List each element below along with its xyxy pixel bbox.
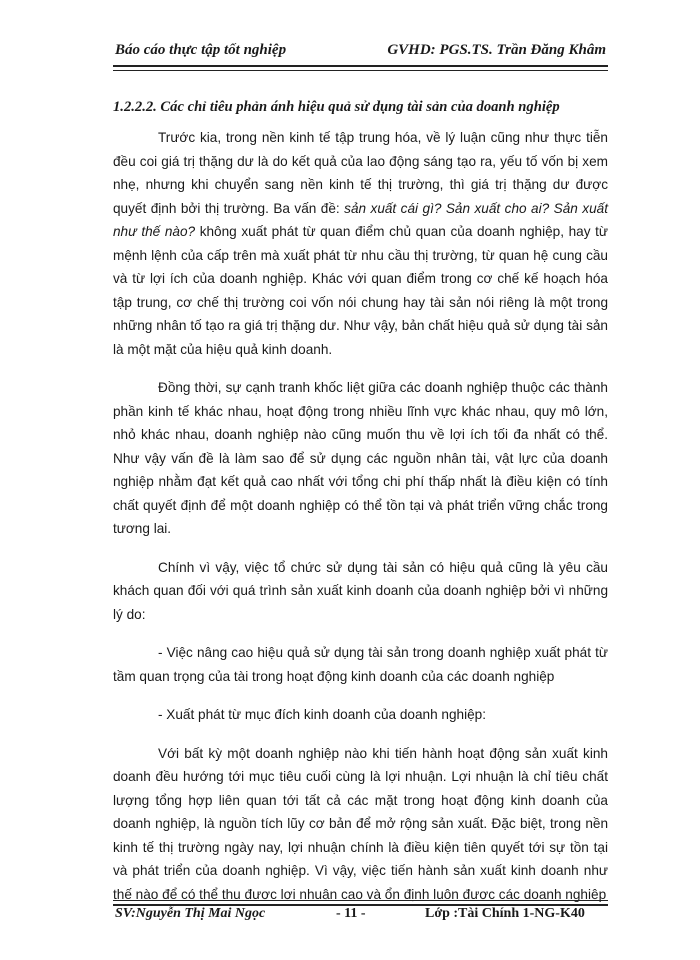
header-report-title: Báo cáo thực tập tốt nghiệp bbox=[115, 42, 287, 58]
footer-class: Lớp :Tài Chính 1-NG-K40 bbox=[425, 906, 585, 921]
page-footer bbox=[113, 902, 608, 926]
paragraph-1 bbox=[113, 126, 608, 361]
paragraph-1-text-a: Trước kia, trong nền kinh tế tập trung hóa, về lý luận cũng như thực tiễn đều coi giá trị thặng dư là do kết quả của lao động sáng tạo ra, yếu tố vốn bị xem nhẹ, nhưng khi chuyển sang nền kinh tế thị trường, thì giá trị thặng dư được quyết định bởi thị trường. Ba vấn đề: bbox=[113, 130, 608, 216]
footer-rule-thin bbox=[113, 900, 608, 901]
paragraph-4: - Việc nâng cao hiệu quả sử dụng tài sản trong doanh nghiệp xuất phát từ tầm quan trọng của tài trong hoạt động kinh doanh của các doanh nghiệp bbox=[113, 645, 608, 684]
page-body bbox=[113, 96, 608, 906]
footer-page-number: - 11 - bbox=[336, 906, 366, 921]
paragraph-6: Với bất kỳ một doanh nghiệp nào khi tiến hành hoạt động sản xuất kinh doanh đều hướng tới mục tiêu cuối cùng là lợi nhuận. Lợi nhuận là chỉ tiêu chất lượng tổng hợp liên quan tới tất cả các mặt trong hoạt động kinh doanh của doanh nghiệp, là nguồn tích lũy cơ bản để mở rộng sản xuất. Đặc biệt, trong nền kinh tế thị trường ngày nay, lợi nhuận chính là điều kiện tiên quyết tới sự tồn tại và phát triển của doanh nghiệp. Vì vậy, việc tiến hành sản xuất kinh doanh như thế nào để có thể thu được lợi nhuận cao và ổn định luôn được các doanh nghiệp bbox=[113, 745, 608, 902]
section-heading: 1.2.2.2. Các chỉ tiêu phản ánh hiệu quả sử dụng tài sản của doanh nghiệp bbox=[113, 99, 560, 115]
header-advisor: GVHD: PGS.TS. Trần Đăng Khâm bbox=[387, 42, 606, 58]
header-rule-thin bbox=[113, 70, 608, 71]
paragraph-2: Đồng thời, sự cạnh tranh khốc liệt giữa các doanh nghiệp thuộc các thành phần kinh tế khác nhau, hoạt động trong nhiều lĩnh vực khác nhau, quy mô lớn, nhỏ khác nhau, doanh nghiệp nào cũng muốn thu về lợi ích tối đa nhất có thể. Như vậy vấn đề là làm sao để sử dụng các nguồn nhân tài, vật lực của doanh nghiệp nhằm đạt kết quả cao nhất với tổng chi phí thấp nhất là điều kiện có tính chất quyết định để một doanh nghiệp có thể tồn tại và phát triển vững chắc trong tương lai. bbox=[113, 380, 608, 536]
footer-student-name: SV:Nguyễn Thị Mai Ngọc bbox=[115, 906, 266, 921]
paragraph-3: Chính vì vậy, việc tổ chức sử dụng tài sản có hiệu quả cũng là yêu cầu khách quan đối với quá trình sản xuất kinh doanh của doanh nghiệp bởi vì những lý do: bbox=[113, 559, 608, 622]
paragraph-1-italic: sản xuất cái gì? Sản xuất cho ai? Sản xuất như thế nào? bbox=[113, 200, 608, 239]
paragraph-1-text-b: không xuất phát từ quan điểm chủ quan của doanh nghiệp, hay từ mệnh lệnh của cấp trên mà xuất phát từ nhu cầu thị trường, từ quan hệ cung cầu và từ lợi ích của doanh nghiệp. Khác với quan điểm trong cơ chế kế hoạch hóa tập trung, cơ chế thị trường coi vốn nói chung hay tài sản nói riêng là một trong những nhân tố tạo ra giá trị thặng dư. Như vậy, bản chất hiệu quả sử dụng tài sản là một mặt của hiệu quả kinh doanh. bbox=[113, 224, 608, 357]
header-rule-thick bbox=[113, 65, 608, 67]
paragraph-5: - Xuất phát từ mục đích kinh doanh của doanh nghiệp: bbox=[158, 707, 487, 722]
page-header bbox=[113, 36, 608, 66]
